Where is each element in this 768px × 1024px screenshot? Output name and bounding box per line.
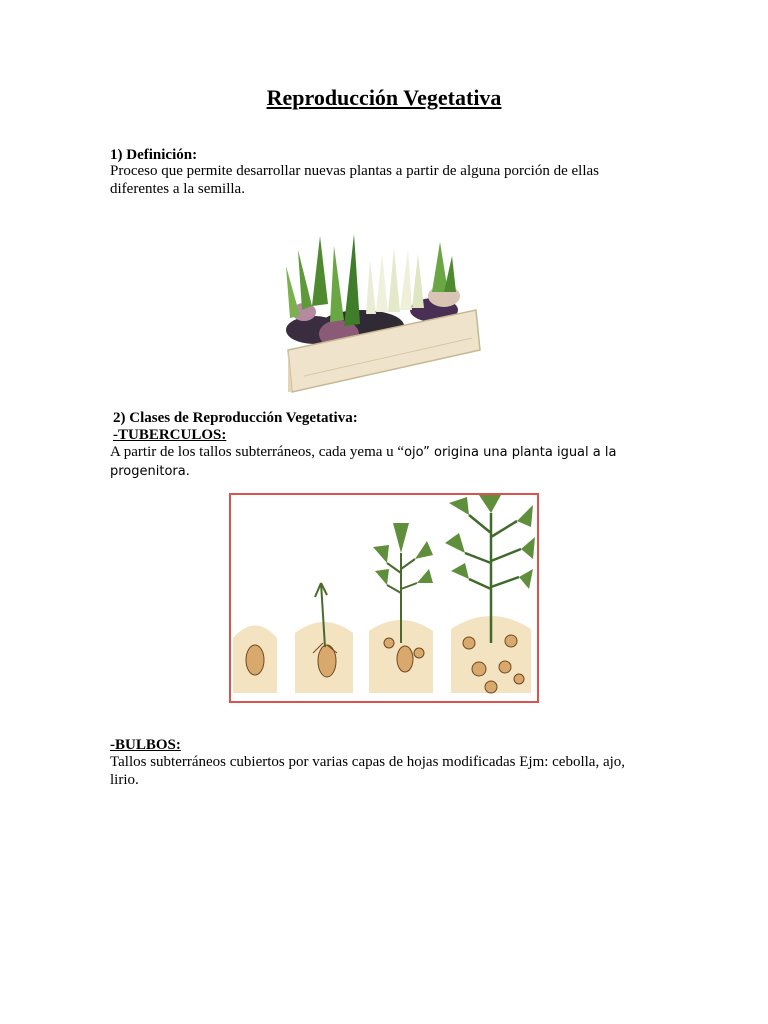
definition-heading: 1) Definición: (110, 147, 198, 163)
tuberculos-text (110, 443, 650, 481)
bulbs-crate-image (284, 226, 484, 394)
bulbos-heading: -BULBOS: (110, 737, 181, 753)
tuber-growth-stages-diagram (229, 493, 539, 703)
tuberculos-heading: -TUBERCULOS: (113, 427, 227, 443)
tuberculos-text-end: ojo” origina una planta igual a la progenitora. (110, 445, 617, 479)
tuberculos-text-start: A partir de los tallos subterráneos, cada yema u “ (110, 444, 405, 460)
bulbos-text: Tallos subterráneos cubiertos por varias capas de hojas modificadas Ejm: cebolla, ajo, lirio. (110, 754, 626, 788)
classes-heading: 2) Clases de Reproducción Vegetativa: (113, 410, 358, 426)
page-title: Reproducción Vegetativa (266, 85, 502, 110)
definition-text: Proceso que permite desarrollar nuevas plantas a partir de alguna porción de ellas diferentes a la semilla. (110, 163, 599, 197)
